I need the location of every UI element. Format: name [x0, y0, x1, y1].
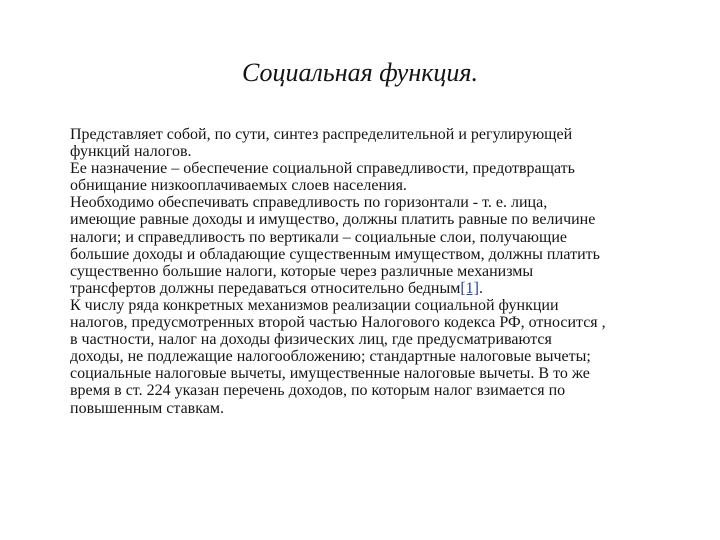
text-line: функций налогов.: [70, 143, 192, 161]
text-line: время в ст. 224 указан перечень доходов, по которым налог взимается по: [70, 382, 566, 400]
text-line: имеющие равные доходы и имущество, должны платить равные по величине: [70, 211, 596, 229]
text-line: Представляет собой, по сути, синтез распределительной и регулирующей: [70, 126, 573, 143]
text-line: существенно большие налоги, которые через различные механизмы: [70, 262, 534, 280]
footnote-link[interactable]: [1]: [460, 279, 479, 297]
text-line: доходы, не подлежащие налогообложению; стандартные налоговые вычеты;: [70, 348, 591, 366]
body-text: [70, 126, 666, 417]
paragraph-1: [70, 126, 666, 160]
text-line: [70, 280, 666, 297]
text-line: К числу ряда конкретных механизмов реализации социальной функции: [70, 296, 559, 314]
text-line: налоги; и справедливость по вертикали – социальные слои, получающие: [70, 228, 567, 246]
paragraph-2: [70, 160, 666, 194]
text-line: повышенным ставкам.: [70, 399, 224, 417]
text-line: в частности, налог на доходы физических лиц, где предусматриваются: [70, 331, 552, 349]
text-line-content: трансфертов должны передаваться относительно бедным: [70, 279, 461, 297]
text-line: налогов, предусмотренных второй частью Налогового кодекса РФ, относится ,: [70, 314, 606, 332]
text-line: обнищание низкооплачиваемых слоев населения.: [70, 177, 407, 195]
text-line: Необходимо обеспечивать справедливость по горизонтали - т. е. лица,: [70, 194, 548, 212]
text-line: социальные налоговые вычеты, имущественные налоговые вычеты. В то же: [70, 365, 590, 383]
text-line: большие доходы и обладающие существенным имуществом, должны платить: [70, 245, 600, 263]
paragraph-4: [70, 297, 666, 417]
slide-title: Социальная функция.: [242, 58, 478, 87]
paragraph-3: [70, 194, 666, 297]
text-line-tail: .: [479, 279, 483, 297]
text-line: Ее назначение – обеспечение социальной справедливости, предотвращать: [70, 160, 575, 178]
